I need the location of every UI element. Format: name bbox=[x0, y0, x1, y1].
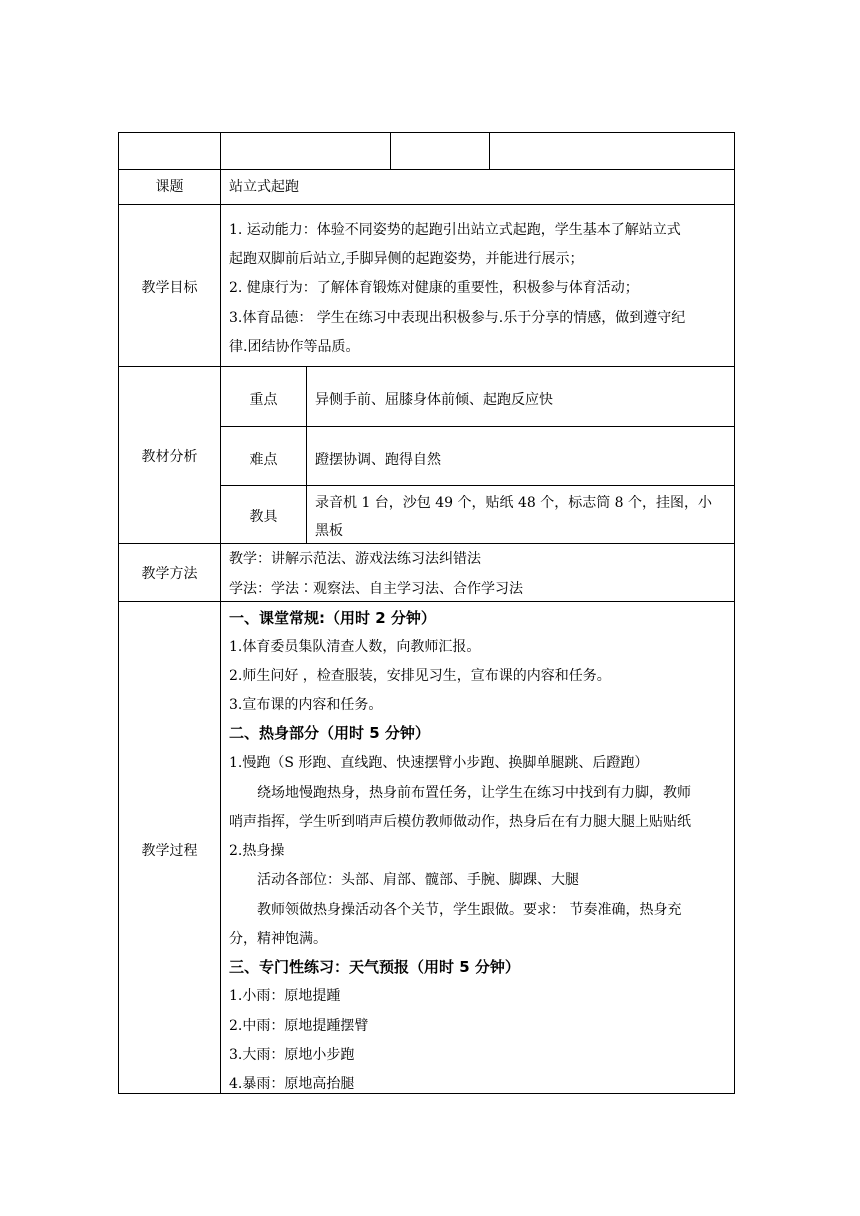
process-s1-line-3: 3.宣布课的内容和任务。 bbox=[229, 697, 383, 713]
analysis-label: 教材分析 bbox=[141, 449, 198, 465]
process-s2-line-7: 分，精神饱满。 bbox=[229, 931, 327, 947]
analysis-equipment-line-1: 录音机 1 台，沙包 49 个，贴纸 48 个，标志筒 8 个，挂图，小 bbox=[315, 495, 713, 511]
lesson-label: 课题 bbox=[155, 179, 184, 195]
process-s2-line-1: 1.慢跑（S 形跑、直线跑、快速摆臂小步跑、换脚单腿跳、后蹬跑） bbox=[229, 755, 649, 771]
analysis-equipment-label: 教具 bbox=[249, 509, 278, 525]
process-s2-line-5: 活动各部位：头部、肩部、髋部、手腕、脚踝、大腿 bbox=[257, 872, 579, 888]
analysis-key-label: 重点 bbox=[249, 392, 278, 408]
methods-line-1: 教学：讲解示范法、游戏法练习法纠错法 bbox=[229, 551, 481, 567]
header-cell-1 bbox=[118, 132, 221, 170]
process-s3-line-3: 3.大雨：原地小步跑 bbox=[229, 1047, 355, 1063]
analysis-equipment-line-2: 黑板 bbox=[315, 523, 343, 539]
objectives-line-1: 1. 运动能力：体验不同姿势的起跑引出站立式起跑，学生基本了解站立式 bbox=[229, 222, 681, 238]
header-cell-4 bbox=[489, 132, 735, 170]
methods-line-2: 学法：学法∶观察法、自主学习法、合作学习法 bbox=[229, 581, 523, 597]
process-section-3-title: 三、专门性练习：天气预报（用时 5 分钟） bbox=[229, 958, 520, 976]
process-s1-line-2: 2.师生问好 ，检查服装，安排见习生，宣布课的内容和任务。 bbox=[229, 668, 611, 684]
objectives-line-3: 2. 健康行为：了解体育锻炼对健康的重要性，积极参与体育活动； bbox=[229, 280, 639, 296]
process-s2-line-6: 教师领做热身操活动各个关节，学生跟做。要求： 节奏准确，热身充 bbox=[257, 902, 682, 918]
process-s3-line-4: 4.暴雨：原地高抬腿 bbox=[229, 1076, 355, 1092]
process-s3-line-2: 2.中雨：原地提踵摆臂 bbox=[229, 1018, 369, 1034]
process-label: 教学过程 bbox=[141, 843, 198, 859]
process-s2-line-2: 绕场地慢跑热身，热身前布置任务，让学生在练习中找到有力脚，教师 bbox=[257, 785, 691, 801]
methods-label: 教学方法 bbox=[141, 566, 198, 582]
process-s2-line-3: 哨声指挥，学生听到哨声后模仿教师做动作，热身后在有力腿大腿上贴贴纸 bbox=[229, 814, 691, 830]
process-s3-line-1: 1.小雨：原地提踵 bbox=[229, 988, 341, 1004]
objectives-line-5: 律.团结协作等品质。 bbox=[229, 339, 360, 355]
lesson-value: 站立式起跑 bbox=[229, 179, 299, 195]
analysis-key-value: 异侧手前、屈膝身体前倾、起跑反应快 bbox=[315, 392, 553, 408]
analysis-difficulty-value: 蹬摆协调、跑得自然 bbox=[315, 452, 441, 468]
process-section-2-title: 二、热身部分（用时 5 分钟） bbox=[229, 724, 430, 742]
process-section-1-title: 一、课堂常规:（用时 2 分钟） bbox=[229, 609, 436, 627]
process-s1-line-1: 1.体育委员集队清查人数，向教师汇报。 bbox=[229, 639, 481, 655]
process-s2-line-4: 2.热身操 bbox=[229, 843, 285, 859]
header-cell-2 bbox=[220, 132, 391, 170]
objectives-line-4: 3.体育品德： 学生在练习中表现出积极参与.乐于分享的情感，做到遵守纪 bbox=[229, 310, 686, 326]
analysis-difficulty-label: 难点 bbox=[249, 452, 278, 468]
header-cell-3 bbox=[390, 132, 490, 170]
objectives-line-2: 起跑双脚前后站立,手脚异侧的起跑姿势，并能进行展示； bbox=[229, 251, 584, 267]
objectives-label: 教学目标 bbox=[141, 280, 198, 296]
